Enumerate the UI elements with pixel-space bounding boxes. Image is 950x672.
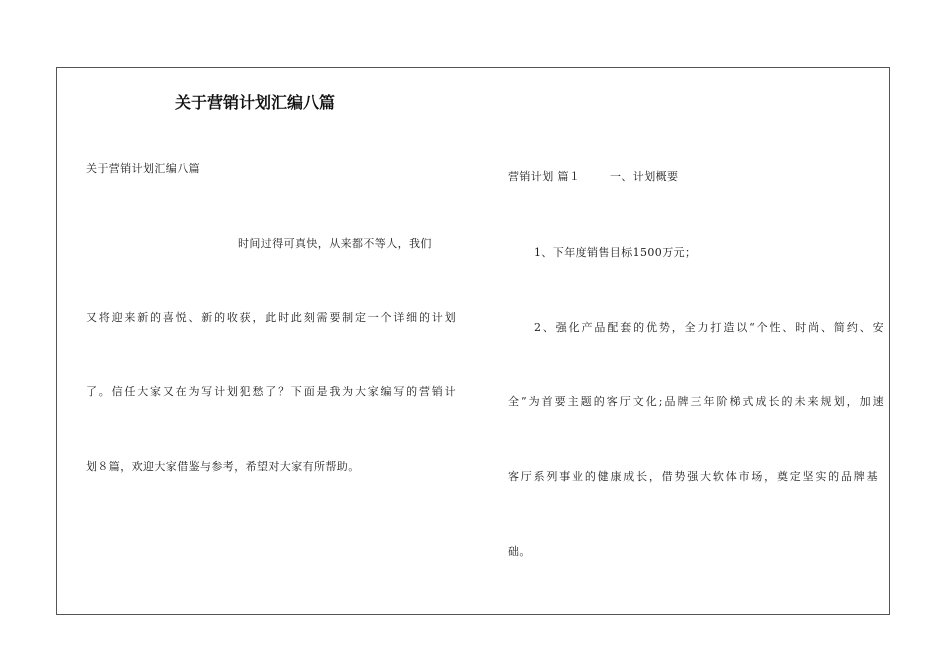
right-item-2-line-4: 础。 [508, 545, 531, 558]
right-section-title: 一、计划概要 [610, 170, 679, 183]
right-item-2-line-2: 全”为首要主题的客厅文化;品牌三年阶梯式成长的未来规划，加速 [508, 395, 884, 408]
left-subtitle: 关于营销计划汇编八篇 [86, 162, 200, 175]
left-paragraph-line-4: 划８篇，欢迎大家借鉴与参考，希望对大家有所帮助。 [86, 460, 360, 473]
right-item-2-line-3: 客厅系列事业的健康成长，借势强大软体市场，奠定坚实的品牌基 [508, 470, 878, 483]
right-heading: 营销计划 篇１ [508, 170, 581, 183]
left-paragraph-line-1: 时间过得可真快，从来都不等人，我们 [238, 237, 432, 250]
left-paragraph-line-2: 又将迎来新的喜悦、新的收获，此时此刻需要制定一个详细的计划 [86, 311, 456, 324]
document-title: 关于营销计划汇编八篇 [175, 93, 336, 112]
right-item-1: 1、下年度销售目标1500万元； [534, 246, 697, 259]
left-paragraph-line-3: 了。信任大家又在为写计划犯愁了？下面是我为大家编写的营销计 [86, 385, 456, 398]
right-item-2-line-1: 2、强化产品配套的优势，全力打造以“个性、时尚、简约、安 [534, 321, 884, 334]
page-frame [56, 67, 890, 615]
